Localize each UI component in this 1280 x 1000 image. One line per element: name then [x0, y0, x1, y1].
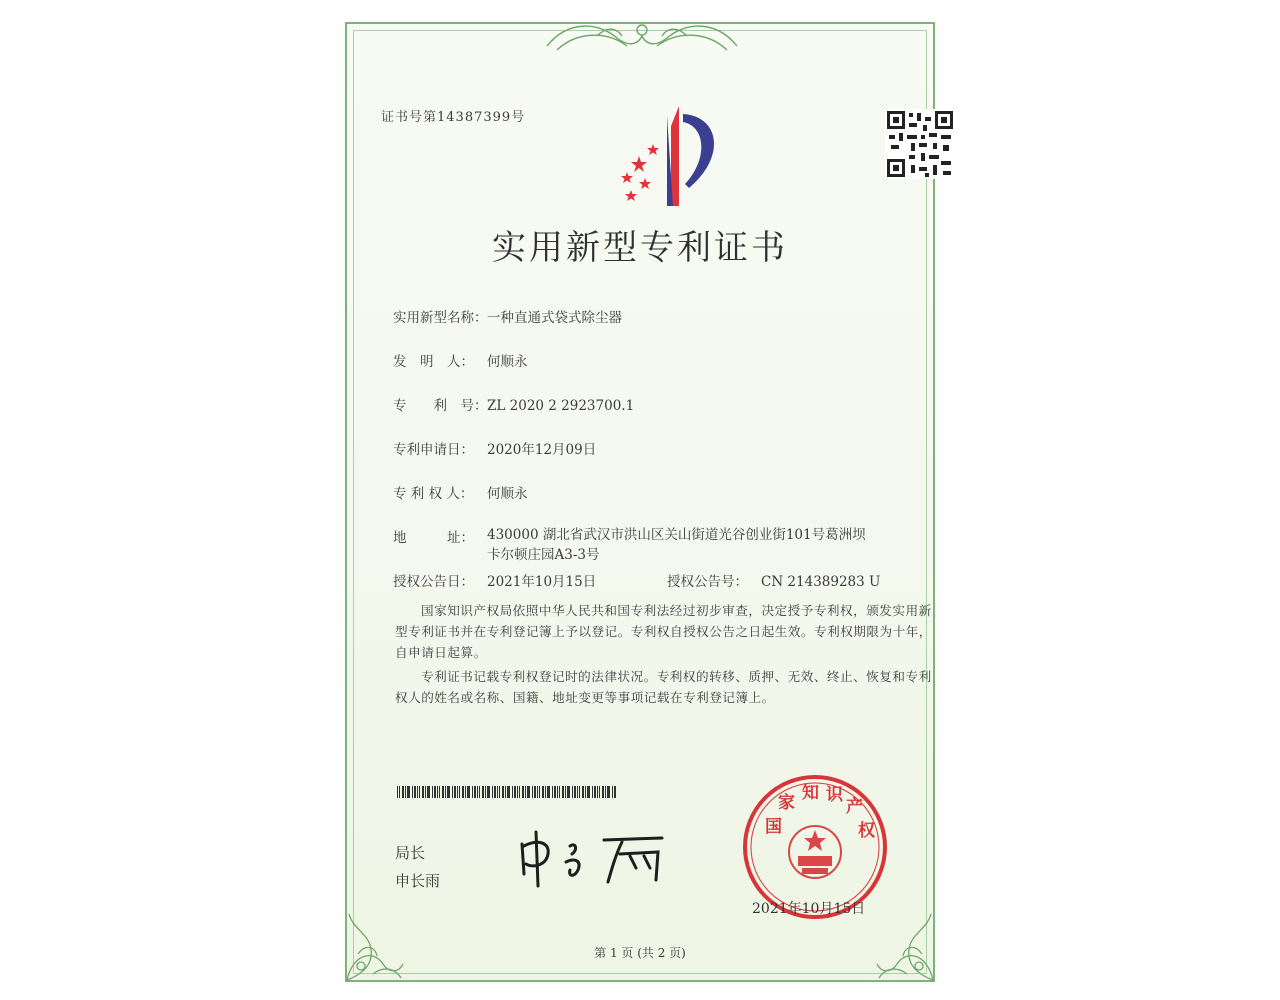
qr-code	[885, 109, 955, 179]
barcode-bar	[579, 786, 580, 798]
barcode-bar	[502, 786, 504, 798]
barcode-bar	[525, 786, 526, 798]
barcode-bar	[477, 786, 478, 798]
field-value: CN 214389283 U	[761, 574, 881, 590]
barcode-bar	[565, 786, 566, 798]
barcode-bar	[454, 786, 456, 798]
field-value: 何顺永	[487, 486, 528, 502]
director-name: 申长雨	[395, 872, 441, 890]
barcode-bar	[437, 786, 438, 798]
barcode-bar	[419, 786, 420, 798]
certificate-sheet	[345, 22, 935, 982]
barcode-bar	[582, 786, 584, 798]
barcode-bar	[399, 786, 400, 798]
barcode-bar	[425, 786, 426, 798]
field-label: 实用新型名称：	[393, 310, 488, 326]
barcode-bar	[417, 786, 418, 798]
barcode-bar	[442, 786, 444, 798]
barcode-bar	[607, 786, 610, 798]
certificate-title: 实用新型专利证书	[492, 228, 788, 268]
barcode-bar	[522, 786, 524, 798]
barcode-bar	[599, 786, 600, 798]
barcode-bar	[592, 786, 593, 798]
field-inventor	[393, 350, 528, 370]
barcode	[397, 786, 617, 798]
barcode-bar	[457, 786, 458, 798]
barcode-bar	[432, 786, 433, 798]
barcode-bar	[517, 786, 518, 798]
field-label: 授权公告号：	[667, 574, 748, 590]
barcode-bar	[594, 786, 596, 798]
field-value: 一种直通式袋式除尘器	[487, 310, 622, 326]
barcode-bar	[407, 786, 410, 798]
barcode-bar	[514, 786, 516, 798]
field-patentee	[393, 482, 528, 502]
director-title: 局长	[395, 844, 426, 862]
barcode-bar	[559, 786, 560, 798]
barcode-bar	[434, 786, 436, 798]
barcode-bar	[452, 786, 453, 798]
barcode-bar	[414, 786, 416, 798]
field-value: 何顺永	[487, 354, 528, 370]
field-label: 专 利 权 人：	[393, 486, 474, 502]
barcode-bar	[412, 786, 413, 798]
barcode-bar	[472, 786, 473, 798]
barcode-bar	[459, 786, 460, 798]
field-announce-number	[667, 570, 880, 590]
top-ornament	[537, 16, 747, 62]
barcode-bar	[474, 786, 476, 798]
barcode-bar	[567, 786, 570, 798]
barcode-bar	[587, 786, 590, 798]
field-label: 地 址：	[393, 530, 474, 546]
director-block	[395, 839, 440, 895]
barcode-bar	[447, 786, 450, 798]
barcode-bar	[552, 786, 553, 798]
barcode-bar	[605, 786, 606, 798]
field-value: 2021年10月15日	[487, 574, 597, 590]
barcode-bar	[534, 786, 536, 798]
seal-date: 2021年10月15日	[752, 901, 866, 917]
barcode-bar	[519, 786, 520, 798]
field-patent-number	[393, 394, 634, 414]
barcode-bar	[602, 786, 604, 798]
barcode-bar	[597, 786, 598, 798]
barcode-bar	[545, 786, 546, 798]
barcode-bar	[422, 786, 424, 798]
barcode-bar	[572, 786, 573, 798]
patent-office-logo	[609, 96, 724, 211]
barcode-bar	[547, 786, 550, 798]
barcode-bar	[614, 786, 616, 798]
paragraph-legal-status: 专利证书记载专利权登记时的法律状况。专利权的转移、质押、无效、终止、恢复和专利权人的姓名或名称、国籍、地址变更等事项记载在专利登记簿上。	[395, 669, 932, 705]
barcode-bar	[577, 786, 578, 798]
barcode-bar	[485, 786, 486, 798]
barcode-bar	[539, 786, 540, 798]
barcode-bar	[427, 786, 430, 798]
field-label: 专 利 号：	[393, 398, 488, 414]
barcode-bar	[527, 786, 530, 798]
barcode-bar	[512, 786, 513, 798]
barcode-bar	[479, 786, 480, 798]
barcode-bar	[562, 786, 564, 798]
barcode-bar	[397, 786, 398, 798]
field-label: 发 明 人：	[393, 354, 474, 370]
field-address-value: 430000 湖北省武汉市洪山区关山街道光谷创业街101号葛洲坝卡尔顿庄园A3-3号	[487, 527, 866, 563]
page-footer: 第 1 页 (共 2 页)	[594, 946, 686, 960]
paragraph-grant: 国家知识产权局依照中华人民共和国专利法经过初步审查，决定授予专利权，颁发实用新型专利证书并在专利登记簿上予以登记。专利权自授权公告之日起生效。专利权期限为十年，自申请日起算。	[395, 603, 932, 660]
barcode-bar	[465, 786, 466, 798]
barcode-bar	[532, 786, 533, 798]
barcode-bar	[585, 786, 586, 798]
barcode-bar	[574, 786, 576, 798]
field-utility-model-name	[393, 306, 622, 326]
barcode-bar	[494, 786, 496, 798]
svg-text:国 家 知 识: 国 家 知 识 产 权	[765, 783, 875, 841]
field-announce-date	[393, 570, 596, 590]
barcode-bar	[445, 786, 446, 798]
field-value: 2020年12月09日	[487, 442, 597, 458]
corner-ornament-left	[343, 894, 423, 984]
barcode-bar	[554, 786, 556, 798]
barcode-bar	[557, 786, 558, 798]
barcode-bar	[507, 786, 510, 798]
director-signature	[512, 824, 682, 894]
barcode-bar	[499, 786, 500, 798]
field-address-label	[393, 526, 487, 546]
barcode-bar	[487, 786, 490, 798]
field-value: ZL 2020 2 2923700.1	[487, 398, 635, 414]
field-label: 专利申请日：	[393, 442, 474, 458]
barcode-bar	[537, 786, 538, 798]
barcode-bar	[492, 786, 493, 798]
barcode-bar	[439, 786, 440, 798]
field-application-date	[393, 438, 596, 458]
barcode-bar	[482, 786, 484, 798]
barcode-bar	[542, 786, 544, 798]
field-label: 授权公告日：	[393, 574, 474, 590]
barcode-bar	[467, 786, 470, 798]
barcode-bar	[462, 786, 464, 798]
barcode-bar	[612, 786, 613, 798]
barcode-bar	[402, 786, 404, 798]
certificate-number: 证书号第14387399号	[381, 110, 526, 125]
barcode-bar	[405, 786, 406, 798]
barcode-bar	[505, 786, 506, 798]
barcode-bar	[497, 786, 498, 798]
